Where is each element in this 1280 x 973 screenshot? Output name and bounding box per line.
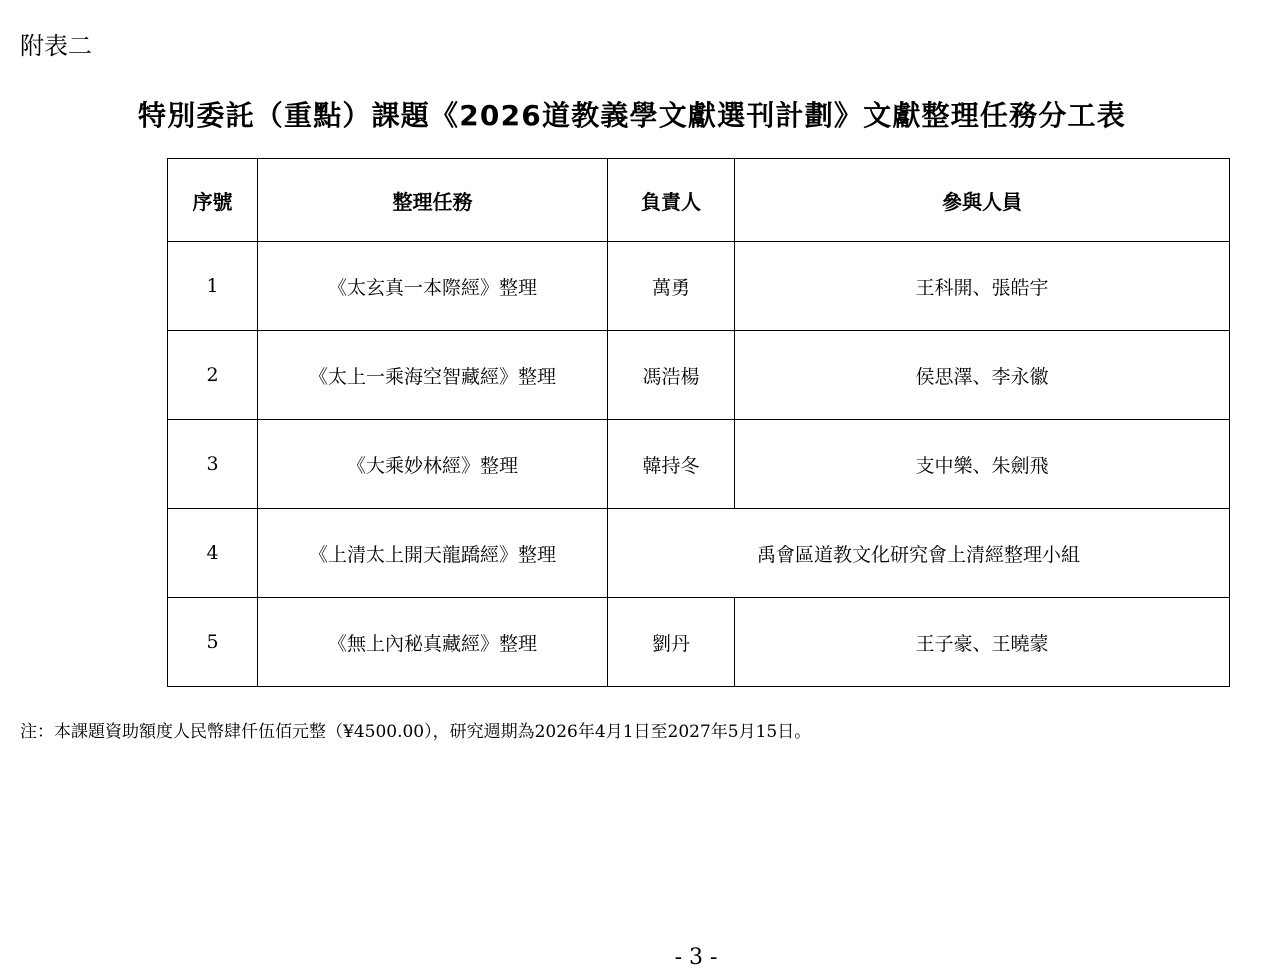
header-task: 整理任務 [258,159,608,242]
row-index: 2 [168,331,258,420]
header-participants: 參與人員 [735,159,1230,242]
row-index: 5 [168,598,258,687]
row-task: 《上清太上開天龍蹻經》整理 [258,509,608,598]
row-task: 《太上一乘海空智藏經》整理 [258,331,608,420]
row-merged-team: 禹會區道教文化研究會上清經整理小組 [608,509,1230,598]
header-lead: 負責人 [608,159,735,242]
row-participants: 王子豪、王曉蒙 [735,598,1230,687]
row-task: 《太玄真一本際經》整理 [258,242,608,331]
appendix-label: 附表二 [20,32,92,60]
row-task: 《無上內秘真藏經》整理 [258,598,608,687]
row-task: 《大乘妙林經》整理 [258,420,608,509]
row-participants: 王科開、張皓宇 [735,242,1230,331]
row-lead: 韓持冬 [608,420,735,509]
header-index: 序號 [168,159,258,242]
table-row [168,242,1230,331]
row-lead: 萬勇 [608,242,735,331]
document-title: 特別委託（重點）課題《2026道教義學文獻選刊計劃》文獻整理任務分工表 [138,99,1126,132]
table-row [168,331,1230,420]
row-participants: 支中樂、朱劍飛 [735,420,1230,509]
row-index: 3 [168,420,258,509]
table-row [168,509,1230,598]
row-lead: 劉丹 [608,598,735,687]
table-row [168,598,1230,687]
table-header-row [168,159,1230,242]
task-assignment-table [167,158,1230,687]
row-index: 1 [168,242,258,331]
row-index: 4 [168,509,258,598]
funding-note: 注：本課題資助額度人民幣肆仟伍佰元整（¥4500.00），研究週期為2026年4月1日至2027年5月15日。 [20,722,812,742]
row-participants: 侯思澤、李永徽 [735,331,1230,420]
page-number: - 3 - [674,945,718,970]
table-row [168,420,1230,509]
row-lead: 馮浩楊 [608,331,735,420]
